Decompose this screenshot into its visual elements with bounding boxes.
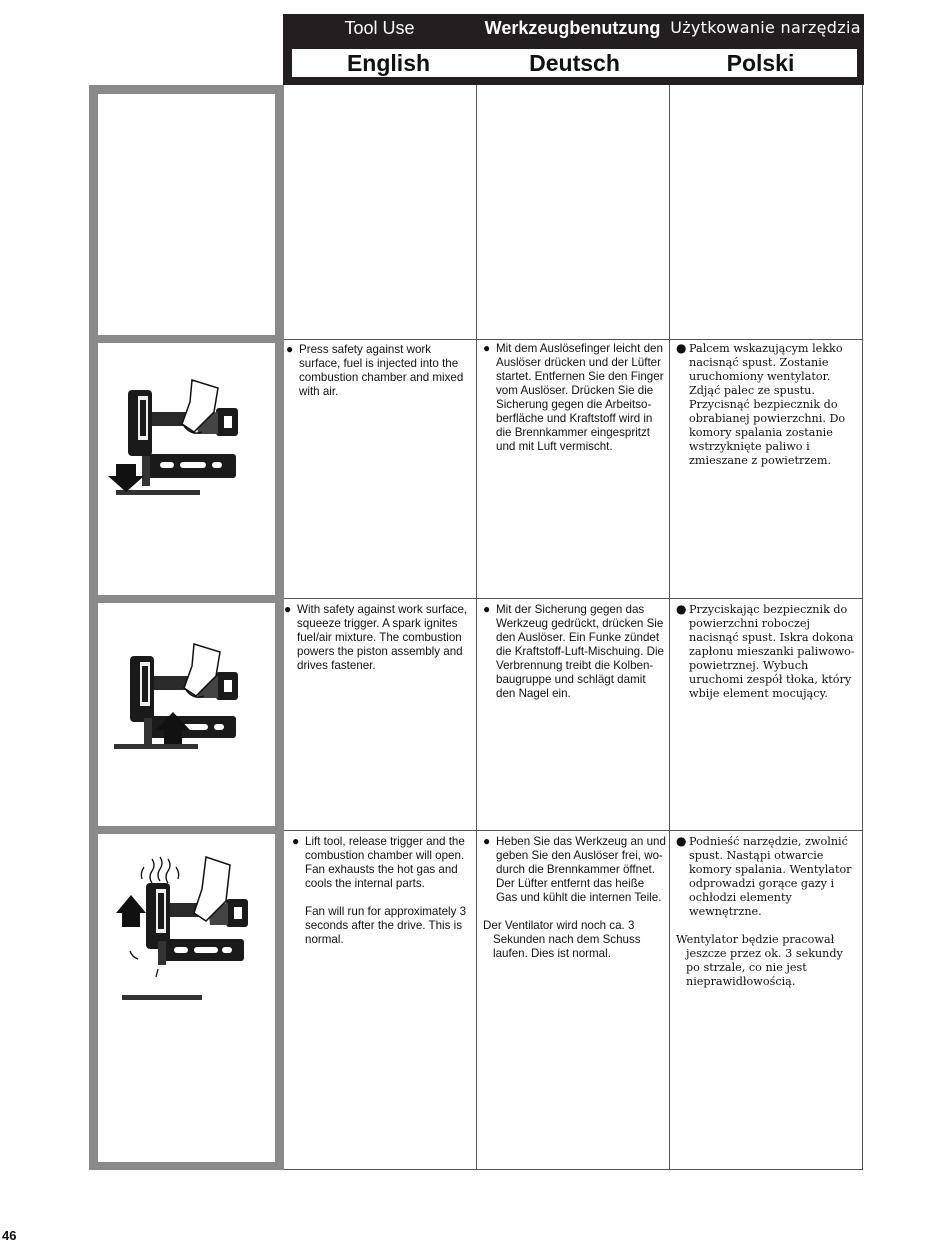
bullet-dot: ● (292, 834, 300, 848)
nailer-press-illustration (106, 372, 246, 502)
row1-deutsch-text: Mit dem Auslösefinger leicht den Auslöser drücken und der Lüfter startet. Entfernen Sie den Finger vom Auslöser. Drücken Sie die Sicherung gegen die Arbeitso-berfläche und Kraftstoff wird in die Brennkammer eingespritzt und mit Luft vermischt. (496, 342, 664, 453)
row1-english-text: Press safety against work surface, fuel is injected into the combustion chamber and mixed with air. (299, 343, 464, 398)
row2-deutsch-text: Mit der Sicherung gegen das Werkzeug gedrückt, drücken Sie den Auslöser. Ein Funke zündet die Kraftstoff-Luft-Mischuing. Die Verbrennung treibt die Kolben-baugruppe und schlägt damit den Nagel ein. (496, 603, 664, 700)
title-pl: Użytkowanie narzędzia (670, 18, 861, 37)
up-arrow-icon (116, 895, 146, 927)
row3-deutsch-note: Der Ventilator wird noch ca. 3 Sekunden nach dem Schuss laufen. Dies ist normal. (483, 919, 641, 960)
grid-hline-1 (283, 339, 863, 340)
frame-bottom-edge (89, 1162, 284, 1170)
row3-deutsch-text: Heben Sie das Werkzeug an und geben Sie den Auslöser frei, wo-durch die Brennkammer öffnet. Der Lüfter entfernt das heiße Gas und kühlt die internen Teile. (496, 835, 666, 904)
grid-hline-2 (283, 598, 863, 599)
lang-english: English (346, 50, 431, 76)
table-header (283, 14, 864, 85)
row3-polski-text: Podnieść narzędzie, zwolnić spust. Nastąpi otwarcie komory spalania. Wentylator odprowadzi gorące gazy i ochłodzi elementy wewnętrzne. (689, 835, 852, 918)
nailer-fire-illustration (110, 640, 250, 755)
grid-vline-2 (476, 85, 477, 1170)
frame-divider-2 (89, 595, 284, 603)
frame-left-edge (89, 85, 98, 1170)
row3-english-note: Fan will run for approximately 3 seconds after the drive. This is normal. (305, 905, 467, 946)
grid-hline-bottom (283, 1169, 863, 1170)
bullet-dot: ● (483, 602, 491, 616)
frame-divider-1 (89, 335, 284, 343)
language-bar (291, 48, 858, 78)
frame-right-edge (275, 85, 284, 1170)
grid-hline-3 (283, 830, 863, 831)
row2-deutsch-cell (483, 602, 667, 701)
bullet-dot: ● (483, 341, 491, 355)
row1-english-cell (286, 342, 466, 399)
down-arrow-icon (108, 464, 144, 492)
bullet-dot: ● (286, 342, 294, 356)
frame-divider-3 (89, 826, 284, 834)
page-number: 46 (2, 1228, 17, 1243)
bullet-dot: ● (676, 341, 687, 355)
grid-vline-3 (669, 85, 670, 1170)
frame-top-edge (89, 85, 284, 94)
row1-polski-cell (676, 341, 858, 468)
row3-english-text: Lift tool, release trigger and the combustion chamber will open. Fan exhausts the hot gas and cools the internal parts. (305, 835, 465, 890)
bullet-dot: ● (483, 834, 491, 848)
row3-deutsch-cell (483, 834, 667, 961)
lang-deutsch: Deutsch (529, 50, 620, 76)
nailer-lift-illustration (114, 855, 254, 1005)
row2-polski-cell (676, 602, 858, 701)
row2-polski-text: Przyciskając bezpiecznik do powierzchni roboczej nacisnąć spust. Iskra dokona zapłonu mieszanki paliwowo-powietrznej. Wybuch uruchomi zespół tłoka, który wbije element mocujący. (689, 603, 855, 700)
row3-polski-note: Wentylator będzie pracował jeszcze przez ok. 3 sekundy po strzale, co nie jest nieprawidłowością. (676, 933, 843, 988)
grid-vline-4 (862, 85, 863, 1170)
row1-polski-text: Palcem wskazującym lekko nacisnąć spust. Zostanie uruchomiony wentylator. Zdjąć palec ze spustu. Przycisnąć bezpiecznik do obrabianej powierzchni. Do komory spalania zostanie wstrzyknięte paliwo i zmieszane z powietrzem. (689, 342, 846, 467)
row3-english-cell (292, 834, 468, 947)
title-de: Werkzeugbenutzung (484, 18, 661, 38)
lang-polski: Polski (726, 50, 795, 76)
bullet-dot: ● (676, 602, 687, 616)
row1-deutsch-cell (483, 341, 667, 454)
row3-polski-cell (676, 834, 860, 989)
row2-english-cell (284, 602, 470, 673)
bullet-dot: ● (676, 834, 687, 848)
title-en: Tool Use (344, 18, 415, 38)
row2-english-text: With safety against work surface, squeeze trigger. A spark ignites fuel/air mixture. The combustion powers the piston assembly and drives fastener. (297, 603, 468, 672)
bullet-dot: ● (284, 602, 292, 616)
